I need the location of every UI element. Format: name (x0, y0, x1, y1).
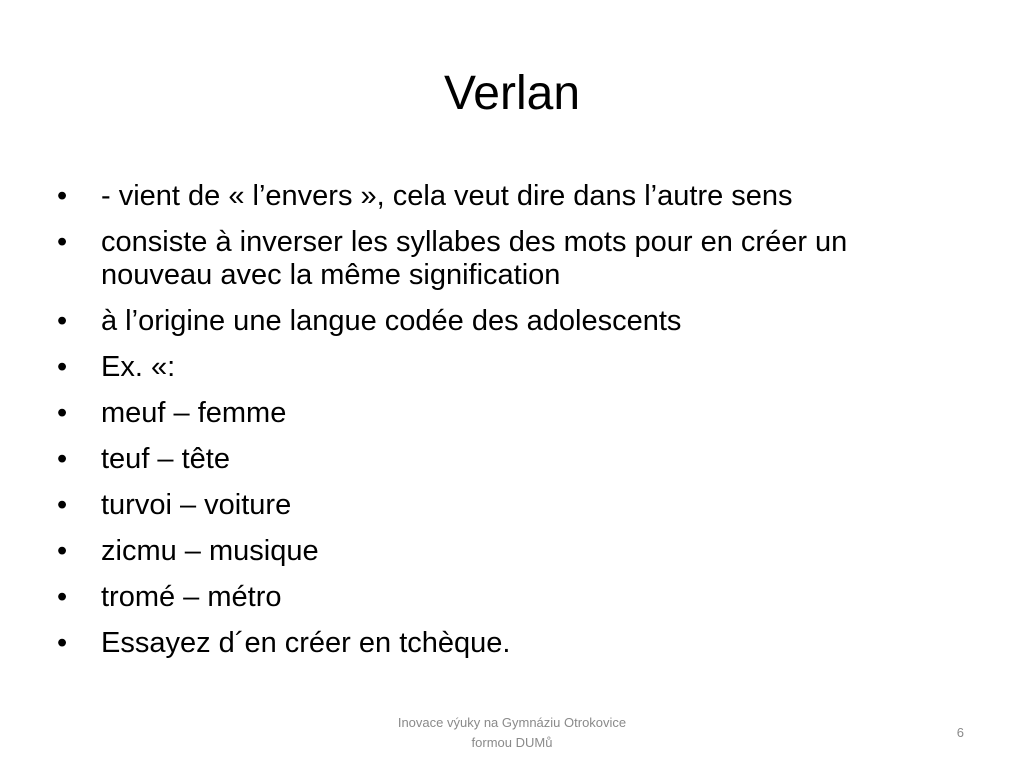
page-number: 6 (956, 725, 964, 740)
bullet-icon: • (57, 180, 68, 212)
bullet-text: consiste à inverser les syllabes des mots pour en créer un nouveau avec la même signification (101, 226, 848, 291)
bullet-icon: • (57, 535, 68, 567)
slide-footer (312, 713, 712, 753)
bullet-item (57, 535, 957, 568)
bullet-list (57, 180, 957, 673)
slide-title: Verlan (443, 67, 581, 120)
bullet-text: teuf – tête (101, 443, 230, 475)
bullet-icon: • (57, 397, 68, 429)
bullet-text: turvoi – voiture (101, 489, 292, 521)
bullet-item (57, 305, 957, 338)
bullet-item (57, 180, 957, 213)
bullet-text: meuf – femme (101, 397, 287, 429)
bullet-text: à l’origine une langue codée des adolescents (101, 305, 682, 337)
bullet-icon: • (57, 489, 68, 521)
bullet-item (57, 489, 957, 522)
footer-line: Inovace výuky na Gymnáziu Otrokovice (397, 715, 627, 730)
bullet-icon: • (57, 351, 68, 383)
bullet-item (57, 397, 957, 430)
bullet-icon: • (57, 443, 68, 475)
footer-line: formou DUMů (471, 735, 553, 750)
bullet-text: zicmu – musique (101, 535, 319, 567)
bullet-icon: • (57, 581, 68, 613)
bullet-icon: • (57, 305, 68, 337)
bullet-item (57, 627, 957, 660)
bullet-icon: • (57, 627, 68, 659)
bullet-text: - vient de « l’envers », cela veut dire dans l’autre sens (101, 180, 793, 212)
bullet-item (57, 226, 957, 292)
bullet-item (57, 443, 957, 476)
bullet-text: Ex. «: (101, 351, 176, 383)
bullet-text: Essayez d´en créer en tchèque. (101, 627, 511, 659)
bullet-text: tromé – métro (101, 581, 282, 613)
bullet-icon: • (57, 226, 68, 258)
bullet-item (57, 581, 957, 614)
bullet-item (57, 351, 957, 384)
